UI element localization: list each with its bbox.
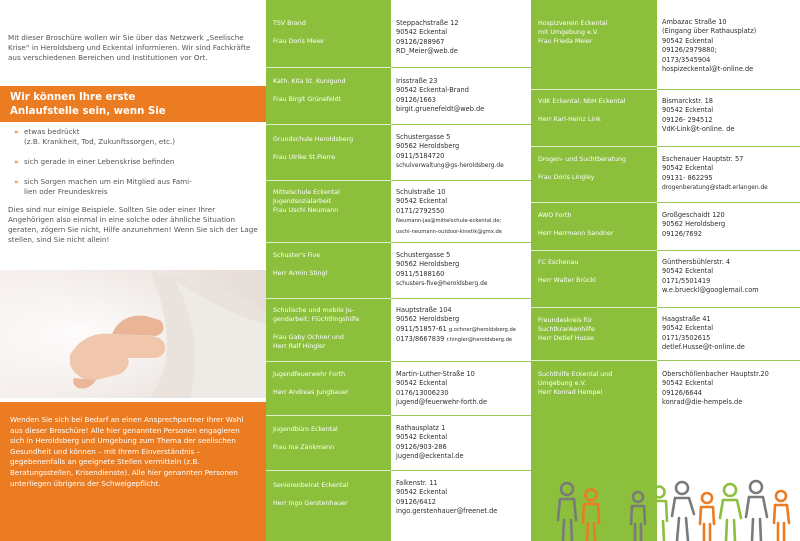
street: Schustergasse 5 — [396, 133, 451, 141]
org-name: Schuster's Five — [273, 252, 321, 259]
org-name: Kath. Kita St. Kunigund — [273, 78, 346, 85]
city: 90542 Eckental — [662, 267, 714, 276]
org-name: Mittelschule Eckental — [273, 189, 340, 196]
contact-address — [396, 251, 529, 290]
city: 90542 Eckental — [396, 433, 448, 442]
phone: 09126/7692 — [662, 229, 702, 238]
contact-person: Frau Doris Lingley — [538, 174, 595, 181]
list-item-text: sich gerade in einer Lebenskrise befinden — [24, 157, 175, 166]
city: 90542 Eckental — [662, 164, 714, 173]
city: 90562 Heroldsberg — [396, 142, 460, 151]
list-item — [14, 177, 264, 197]
person-figure-icon — [774, 491, 789, 541]
phone: 0171/2792550 — [396, 206, 445, 215]
divider — [391, 180, 531, 181]
city: 90542 Eckental — [662, 324, 714, 333]
contact-address — [396, 19, 529, 57]
email: drogenberatung@stadt.erlangen.de — [662, 185, 768, 192]
divider — [391, 470, 531, 471]
divider — [657, 360, 800, 361]
email: schusters-five@heroldsberg.de — [396, 281, 488, 288]
org-name: Freundeskreis für — [538, 317, 593, 324]
phone: 09126/1663 — [396, 95, 436, 104]
org-name: Umgebung e.V. — [538, 380, 586, 387]
contact-person: Frau Uschi Neumann — [273, 207, 339, 214]
street: Martin-Luther-Straße 10 — [396, 370, 475, 378]
email: birgit.gruenefeldt@web.de — [396, 105, 485, 114]
list-item-text: sich Sorgen machen um ein Mitglied aus Fami- — [24, 177, 192, 186]
address-column-left — [391, 0, 531, 541]
divider — [266, 67, 391, 68]
org-name: Suchthilfe Eckental und — [538, 371, 613, 378]
email: Neumann-jas@mittelschule-eckental.de; — [396, 218, 502, 225]
contact-address — [396, 370, 529, 408]
email: jugend@eckental.de — [396, 452, 464, 461]
contact-person: Herr Detlef Husse — [538, 335, 594, 342]
contact-person: Herr Andreas Jungbauer — [273, 389, 349, 396]
person-figure-icon — [558, 483, 576, 541]
divider — [266, 298, 391, 299]
city: 90562 Heroldsberg — [396, 315, 460, 324]
headline-band — [0, 86, 266, 122]
divider — [657, 307, 800, 308]
contact-person: Herr Karl-Heinz Link — [538, 116, 601, 123]
organization-column-left — [266, 0, 391, 541]
phone: 09126/6412 — [396, 497, 436, 506]
contact-address — [396, 77, 529, 115]
org-name: gendarbeit; Flüchtlingshilfe — [273, 316, 360, 323]
bullet-marker: » — [14, 127, 19, 136]
contact-address — [396, 188, 529, 237]
org-name: Jugendsozialarbeit — [273, 198, 332, 205]
person-figure-icon — [720, 484, 741, 541]
contact-org — [538, 211, 655, 238]
phone: 0911/5184720 — [396, 151, 445, 160]
email: hospizeckental@t-online.de — [662, 65, 754, 74]
contact-org — [538, 370, 655, 397]
contact-org — [273, 306, 389, 351]
org-name: TSV Brand — [273, 20, 306, 27]
street: Irisstraße 23 — [396, 77, 438, 85]
divider — [266, 361, 391, 362]
contact-org — [273, 425, 389, 452]
email: schulverwaltung@gs-heroldsberg.de — [396, 163, 504, 170]
city: 90562 Heroldsberg — [662, 220, 726, 229]
street: Rathausplatz 1 — [396, 424, 446, 432]
closing-text: Wenden Sie sich bei Bedarf an einen Ansprechpartner Ihrer Wahl aus dieser Broschüre! Alle hier genannten Personen engagieren sich in Heroldsberg und Umgebung zum Thema der seelischen Gesundheit und können – mit Ihrem Einverständnis – gegebenenfalls an geeignete Stellen vermitteln (z.B. Beratungsstellen, Krisendienste). Alle hier genannten Personen unterliegen übrigens der Schweigepflicht. — [10, 415, 244, 488]
person-figure-icon — [606, 482, 624, 541]
divider — [266, 470, 391, 471]
contact-person: Frau Birgit Grünefeldt — [273, 96, 341, 103]
org-name: Schulische und mobile Ju- — [273, 307, 355, 314]
street: Schustergasse 5 — [396, 251, 451, 259]
situation-list — [14, 127, 264, 207]
outro-text: Dies sind nur einige Beispiele. Sollten Sie oder einer Ihrer Angehörigen also einmal in eine solche oder ähnliche Situation geraten, zögern Sie nicht, Hilfe anzunehmen! Wenn Sie sich der Lage stellen, sind Sie nicht allein! — [8, 205, 258, 244]
contact-person: Herr Armin Stingl — [273, 270, 328, 277]
org-name: FC Eschenau — [538, 259, 579, 266]
contact-address — [662, 258, 798, 296]
contact-address — [396, 306, 529, 346]
email: r.hingler@heroldsberg.de — [446, 337, 513, 344]
bullet-marker: » — [14, 177, 19, 186]
divider — [657, 146, 800, 147]
city: 90542 Eckental — [396, 379, 448, 388]
list-item-text: lien oder Freundeskreis — [24, 187, 108, 196]
contact-address — [662, 370, 798, 408]
divider — [391, 67, 531, 68]
list-item-text: (z.B. Krankheit, Tod, Zukunftssorgen, etc.) — [24, 137, 176, 146]
divider — [657, 202, 800, 203]
email: VdK-Link@t-online. de — [662, 125, 735, 134]
street: Ambazac Straße 10 — [662, 18, 727, 26]
phone: 0911/51857-61 — [396, 324, 447, 333]
org-name: Grundschule Heroldsberg — [273, 136, 354, 143]
contact-address — [662, 155, 798, 194]
divider — [531, 307, 657, 308]
street: Bismarckstr. 18 — [662, 97, 713, 105]
person-figure-icon — [583, 490, 599, 541]
contact-person: Herr Walter Brückl — [538, 277, 596, 284]
divider — [266, 124, 391, 125]
org-name: Suchtkrankenhilfe — [538, 326, 595, 333]
list-item — [14, 127, 264, 147]
contact-address — [662, 97, 798, 135]
contact-address — [396, 479, 529, 517]
email: uschi-neumann-outdoor-kinetik@gmx.de — [396, 228, 502, 235]
street: Eschenauer Hauptstr. 57 — [662, 155, 744, 163]
intro-text: Mit dieser Broschüre wollen wir Sie über das Netzwerk „Seelische Krise“ in Heroldsberg und Eckental informieren. Wir sind Fachkräfte aus verschiedenen Bereichen und Institutionen vor Ort. — [8, 33, 251, 62]
email: ingo.gerstenhauer@freenet.de — [396, 507, 498, 516]
email: jugend@feuerwehr-forth.de — [396, 398, 488, 407]
street: Haagstraße 41 — [662, 315, 711, 323]
divider — [531, 202, 657, 203]
city: 90562 Heroldsberg — [396, 260, 460, 269]
email: RD_Meier@web.de — [396, 47, 458, 56]
contact-org — [273, 188, 389, 215]
list-item — [14, 157, 264, 167]
street: Günthersbühlerstr. 4 — [662, 258, 731, 266]
contact-org — [538, 97, 655, 124]
person-figure-icon — [746, 481, 767, 541]
helping-hand-photo — [0, 270, 266, 398]
phone: 0173/8667839 — [396, 335, 445, 344]
headline-line-2: Anlaufstelle sein, wenn Sie — [10, 106, 166, 117]
phone: 0911/5188160 — [396, 269, 445, 278]
street-note: (Eingang über Rathausplatz) — [662, 27, 757, 36]
contact-person: Herr Konrad Hempel — [538, 389, 603, 396]
closing-box — [0, 402, 266, 541]
divider — [266, 180, 391, 181]
contact-org — [273, 135, 389, 162]
street: Falkenstr. 11 — [396, 479, 438, 487]
contact-person: Frau Ulrike St.Pierre — [273, 154, 336, 161]
contact-org — [538, 155, 655, 182]
org-name: AWO Forth — [538, 212, 572, 219]
phone: 09126- 294512 — [662, 115, 713, 124]
person-figure-icon — [631, 492, 645, 541]
city: 90542 Eckental — [662, 36, 714, 45]
divider — [657, 89, 800, 90]
contact-person: Herr Ralf Hingler — [273, 343, 326, 350]
org-name: mit Umgebung e.V. — [538, 29, 599, 36]
person-figure-icon — [651, 487, 667, 541]
organization-column-right — [531, 0, 657, 541]
street: Schulstraße 10 — [396, 188, 446, 196]
headline-line-1: Wir können Ihre erste — [10, 92, 136, 103]
street: Steppachstraße 12 — [396, 19, 459, 27]
contact-address — [662, 211, 798, 239]
city: 90542 Eckental-Brand — [396, 86, 469, 95]
divider — [266, 415, 391, 416]
phone: 09126/288967 — [396, 37, 445, 46]
street: Großgeschaidt 120 — [662, 211, 725, 219]
divider — [266, 242, 391, 243]
email: g.ochner@heroldsberg.de — [448, 326, 516, 333]
divider — [657, 250, 800, 251]
contact-org — [273, 481, 389, 508]
divider — [391, 361, 531, 362]
contact-person: Frau Doris Meier — [273, 38, 325, 45]
person-figure-icon — [700, 493, 714, 541]
email: konrad@die-hempels.de — [662, 398, 743, 407]
phone: 0171/5501419 — [662, 276, 711, 285]
divider — [531, 360, 657, 361]
org-name: VdK Eckental, NbH Eckental — [538, 98, 626, 105]
org-name: Drogen- und Suchtberatung — [538, 156, 626, 163]
contact-address — [396, 133, 529, 172]
org-name: Jugendbüro Eckental — [273, 426, 338, 433]
person-figure-icon — [536, 495, 550, 541]
divider — [531, 89, 657, 90]
email: w.e.brueckl@googlemail.com — [662, 286, 759, 295]
bullet-marker: » — [14, 157, 19, 166]
contact-person: Frau Frieda Meier — [538, 38, 593, 45]
phone: 09131- 862295 — [662, 173, 713, 182]
city: 90542 Eckental — [662, 379, 714, 388]
phone: 0176/13006230 — [396, 388, 449, 397]
divider — [391, 124, 531, 125]
org-name: Hospizverein Eckental — [538, 20, 608, 27]
contact-org — [538, 258, 655, 285]
contact-org — [273, 77, 389, 104]
contact-person: Herr Herrmann Sandner — [538, 230, 614, 237]
people-figures-icon — [531, 462, 800, 541]
divider — [391, 298, 531, 299]
contact-org — [273, 370, 389, 397]
city: 90542 Eckental — [396, 488, 448, 497]
list-item-text: etwas bedrückt — [24, 127, 80, 136]
org-name: Jugendfeuerwehr Forth — [273, 371, 346, 378]
city: 90542 Eckental — [396, 197, 448, 206]
phone: 09126/6644 — [662, 388, 702, 397]
phone: 0171/3502615 — [662, 333, 711, 342]
contact-address — [396, 424, 529, 462]
intro-column — [0, 0, 266, 541]
org-name: Seniorenbeirat Eckental — [273, 482, 349, 489]
contact-org — [538, 19, 655, 46]
street: Oberschöllenbacher Hauptstr.20 — [662, 370, 769, 378]
contact-org — [273, 19, 389, 46]
contact-person: Frau Ina Zänkmann — [273, 444, 335, 451]
street: Hauptstraße 104 — [396, 306, 452, 314]
hand-illustration-icon — [0, 270, 266, 398]
contact-person: Frau Gaby Ochner und — [273, 334, 344, 341]
contact-address — [662, 315, 798, 353]
contact-org — [538, 316, 655, 343]
phone: 09126/2979880; — [662, 46, 717, 55]
person-figure-icon — [672, 482, 694, 541]
phone: 0173/3545904 — [662, 55, 711, 64]
phone: 09126/903-286 — [396, 442, 447, 451]
divider — [531, 146, 657, 147]
contact-address — [662, 18, 798, 74]
divider — [531, 250, 657, 251]
city: 90542 Eckental — [396, 28, 448, 37]
contact-person: Herr Ingo Gerstenhauer — [273, 500, 348, 507]
divider — [391, 242, 531, 243]
divider — [391, 415, 531, 416]
email: detlef.Husse@t-online.de — [662, 343, 745, 352]
contact-org — [273, 251, 389, 278]
city: 90542 Eckental — [662, 106, 714, 115]
address-column-right — [657, 0, 800, 541]
